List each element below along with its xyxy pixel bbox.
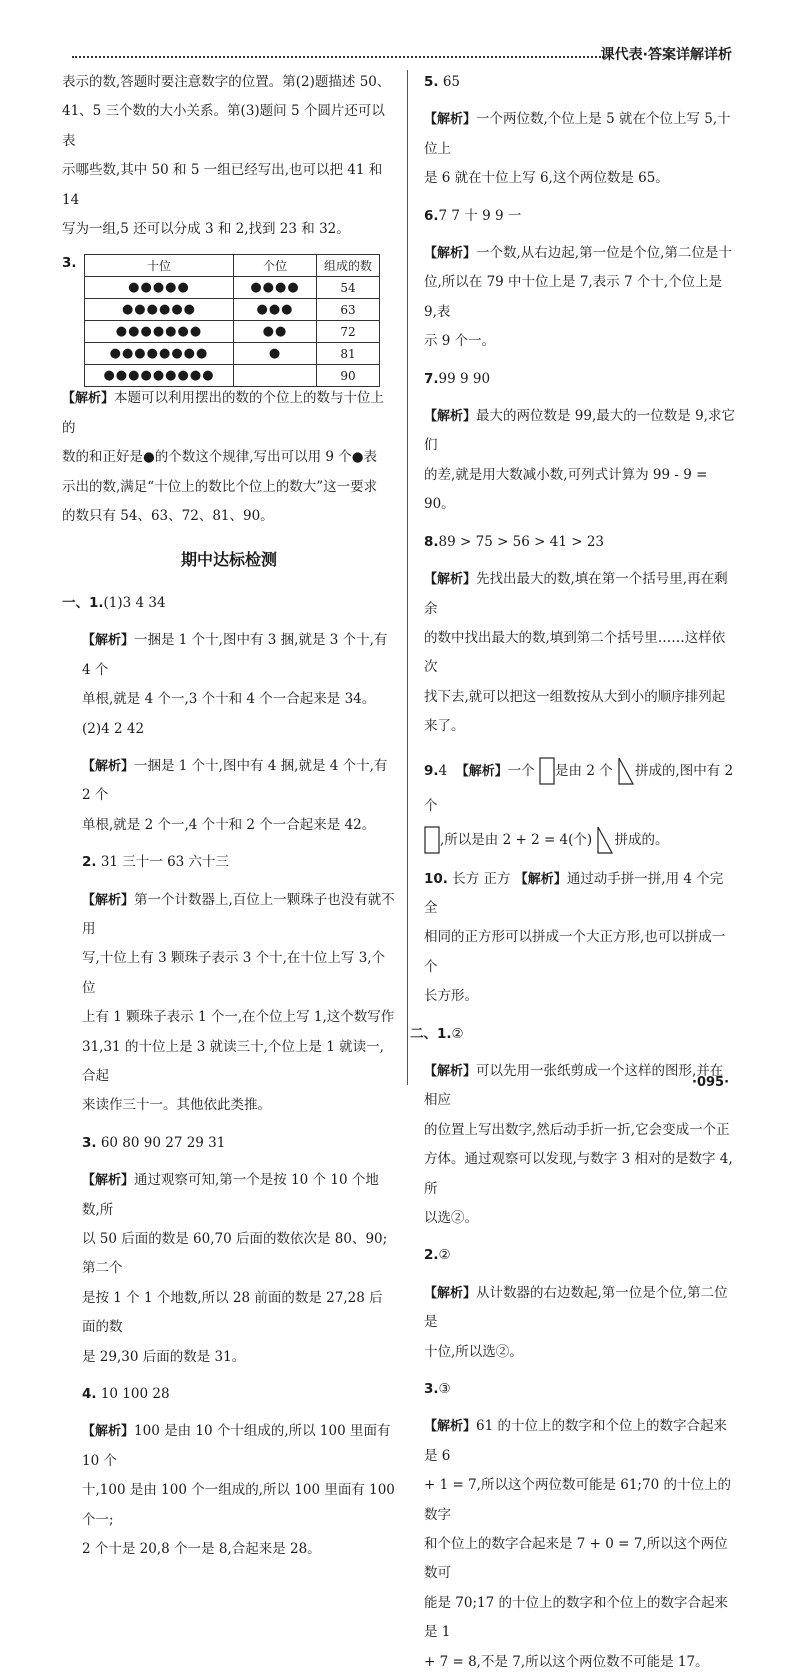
answer-number: 9. <box>424 762 439 779</box>
text-line: 61 的十位上的数字和个位上的数字合起来是 6 <box>424 1418 727 1464</box>
answer-number: 一、1. <box>62 594 104 611</box>
text-line: 的数只有 54、63、72、81、90。 <box>62 508 274 525</box>
answer-text: 4 <box>438 762 448 779</box>
text-line: 2 个十是 20,8 个一是 8,合起来是 28。 <box>82 1541 321 1558</box>
answer-text: ② <box>451 1025 464 1042</box>
q9-block <box>424 754 736 857</box>
answer-text: 60 80 90 27 29 31 <box>96 1134 226 1151</box>
answer-number: 二、1. <box>410 1025 452 1042</box>
intro-paragraph <box>62 68 396 244</box>
left-column <box>62 68 396 1564</box>
analysis-tag: 【解析】 <box>424 1419 477 1435</box>
page-header <box>72 44 732 66</box>
text-line: 表示的数,答题时要注意数字的位置。第(2)题描述 50、 <box>62 74 391 90</box>
text-line: 本题可以利用摆出的数的个位上的数与十位上的 <box>62 390 385 436</box>
answer-number: 2. <box>424 1247 439 1264</box>
text-line: 是 29,30 后面的数是 31。 <box>82 1348 246 1365</box>
text-line: 一捆是 1 个十,图中有 4 捆,就是 4 个十,有 2 个 <box>82 757 388 804</box>
answer-line <box>62 848 396 877</box>
analysis-tag: 【解析】 <box>82 633 135 649</box>
answer-number: 5. <box>424 74 439 90</box>
table-row <box>85 365 380 387</box>
text-line: + 7 = 8,不是 7,所以这个两位数不可能是 17。 <box>424 1653 709 1670</box>
text-line: 的位置上写出数字,然后动手折一折,它会变成一个正 <box>424 1121 730 1138</box>
composed-number: 54 <box>317 277 380 299</box>
text-line: 一捆是 1 个十,图中有 3 捆,就是 3 个十,有 4 个 <box>82 632 388 678</box>
answer-text: 89 > 75 > 56 > 41 > 23 <box>438 533 604 550</box>
text-fragment: 拼成的,图中有 2 个 <box>424 762 734 814</box>
text-line: 十,100 是由 100 个一组成的,所以 100 里面有 100 个一; <box>82 1482 395 1528</box>
text-line: 位,所以在 79 中十位上是 7,表示 7 个十,个位上是 9,表 <box>424 274 723 320</box>
composed-number: 72 <box>317 321 380 343</box>
answer-line <box>424 202 736 231</box>
text-line: 示出的数,满足“十位上的数比个位上的数大”这一要求 <box>62 478 378 495</box>
tens-dots: ●●●●●●●● <box>85 343 234 365</box>
text-line: 示 9 个一。 <box>424 333 496 350</box>
analysis-tag: 【解析】 <box>424 1285 477 1301</box>
answer-number: 8. <box>424 533 439 550</box>
answer-number: 7. <box>424 370 439 387</box>
answer-number: 4. <box>82 1386 97 1403</box>
text-line: 可以先用一张纸剪成一个这样的图形,并在相应 <box>424 1062 724 1109</box>
text-line: 方体。通过观察可以发现,与数字 3 相对的是数字 4,所 <box>424 1151 733 1197</box>
text-line: 是 6 就在十位上写 6,这个两位数是 65。 <box>424 170 669 187</box>
text-line: 单根,就是 2 个一,4 个十和 2 个一合起来是 42。 <box>82 816 376 833</box>
ones-dots: ● <box>234 343 317 365</box>
text-line: 一个两位数,个位上是 5 就在个位上写 5,十位上 <box>424 111 731 157</box>
analysis-block <box>62 626 396 714</box>
answer-line <box>62 589 396 618</box>
answer-line <box>62 715 396 744</box>
analysis-block <box>424 402 736 520</box>
text-fragment: 是由 2 个 <box>555 762 613 779</box>
text-line: 单根,就是 4 个一,3 个十和 4 个一合起来是 34。 <box>82 691 376 708</box>
answer-text: ③ <box>438 1381 451 1398</box>
text-line: 写为一组,5 还可以分成 3 和 2,找到 23 和 32。 <box>62 221 350 238</box>
text-line: 数的和正好是●的个数这个规律,写出可以用 9 个●表 <box>62 449 378 466</box>
place-value-table-block <box>62 254 396 383</box>
text-line: 来了。 <box>424 718 465 735</box>
text-line: 从计数器的右边数起,第一位是个位,第二位是 <box>424 1284 728 1331</box>
text-line: 以 50 后面的数是 60,70 后面的数依次是 80、90;第二个 <box>82 1231 388 1277</box>
answer-line <box>62 1129 396 1158</box>
tens-dots: ●●●●●●● <box>85 321 234 343</box>
analysis-block <box>424 1279 736 1367</box>
table-header-row <box>85 255 380 277</box>
text-line: 的数中找出最大的数,填到第二个括号里……这样依次 <box>424 629 726 676</box>
answer-line <box>410 1020 736 1049</box>
answer-line <box>424 1241 736 1270</box>
header-ones: 个位 <box>234 255 317 277</box>
q3-analysis <box>62 384 396 531</box>
table-row <box>85 343 380 365</box>
answer-text: 10 100 28 <box>96 1386 170 1403</box>
answer-number: 10. <box>424 870 448 887</box>
triangle-shape-icon <box>596 826 614 854</box>
answer-text: 99 9 90 <box>438 370 491 387</box>
analysis-tag: 【解析】 <box>82 1424 135 1440</box>
answer-line <box>424 365 736 394</box>
ones-dots: ●●● <box>234 299 317 321</box>
answer-text: 长方 正方 <box>447 870 515 887</box>
analysis-tag: 【解析】 <box>455 763 508 779</box>
text-line: 一个数,从右边起,第一位是个位,第二位是十 <box>476 245 732 262</box>
rectangle-shape-icon <box>539 757 555 785</box>
right-column <box>410 68 736 1677</box>
triangle-shape-icon <box>617 757 635 785</box>
text-line: 十位,所以选②。 <box>424 1343 523 1360</box>
analysis-tag: 【解析】 <box>62 391 115 407</box>
analysis-block <box>424 1412 736 1677</box>
answer-number: 6. <box>424 207 439 224</box>
text-line: + 1 = 7,所以这个两位数可能是 61;70 的十位上的数字 <box>424 1477 731 1523</box>
text-line: 的差,就是用大数减小数,可列式计算为 99 - 9 = 90。 <box>424 466 708 513</box>
text-line: 31,31 的十位上是 3 就读三十,个位上是 1 就读一,合起 <box>82 1038 384 1084</box>
text-line: 相同的正方形可以拼成一个大正方形,也可以拼成一个 <box>424 929 726 975</box>
left-answer-list <box>62 589 396 1565</box>
analysis-block <box>62 1417 396 1564</box>
text-line: 通过动手拼一拼,用 4 个完全 <box>424 870 724 916</box>
text-line: 最大的两位数是 99,最大的一位数是 9,求它们 <box>424 408 735 454</box>
place-value-table <box>84 254 380 387</box>
composed-number: 63 <box>317 299 380 321</box>
table-row <box>85 299 380 321</box>
analysis-tag: 【解析】 <box>514 871 567 887</box>
text-line: 41、5 三个数的大小关系。第(3)题问 5 个圆片还可以表 <box>62 103 385 149</box>
answer-text: 7 7 十 9 9 一 <box>438 207 522 224</box>
text-line: 上有 1 颗珠子表示 1 个一,在个位上写 1,这个数写作 <box>82 1009 395 1026</box>
analysis-block <box>424 105 736 193</box>
text-line: 先找出最大的数,填在第一个括号里,再在剩余 <box>424 571 728 617</box>
analysis-tag: 【解析】 <box>82 758 135 774</box>
header-dotted-rule <box>72 56 604 58</box>
tens-dots: ●●●●●●●●● <box>85 365 234 387</box>
text-line: 100 是由 10 个十组成的,所以 100 里面有 10 个 <box>82 1423 391 1469</box>
analysis-block <box>424 1057 736 1233</box>
answer-line <box>62 1380 396 1409</box>
question-number: 3. <box>62 255 77 272</box>
analysis-block <box>62 752 396 840</box>
header-tens: 十位 <box>85 255 234 277</box>
analysis-tag: 【解析】 <box>424 246 477 262</box>
text-line: 找下去,就可以把这一组数按从大到小的顺序排列起 <box>424 688 726 705</box>
text-line: 长方形。 <box>424 988 478 1005</box>
analysis-block <box>62 1166 396 1372</box>
text-line: 写,十位上有 3 颗珠子表示 3 个十,在十位上写 3,个位 <box>82 950 386 996</box>
analysis-block <box>62 886 396 1121</box>
answer-number: 2. <box>82 854 97 871</box>
text-line: 是按 1 个 1 个地数,所以 28 前面的数是 27,28 后面的数 <box>82 1289 383 1336</box>
rectangle-shape-icon <box>424 826 440 854</box>
analysis-tag: 【解析】 <box>82 1173 135 1189</box>
text-line: 和个位上的数字合起来是 7 + 0 = 7,所以这个两位数可 <box>424 1536 728 1582</box>
composed-number: 90 <box>317 365 380 387</box>
section-title: 期中达标检测 <box>180 550 277 570</box>
answer-number: 3. <box>82 1134 97 1151</box>
answer-number: 3. <box>424 1381 439 1398</box>
tens-dots: ●●●●● <box>85 277 234 299</box>
text-line: 能是 70;17 的十位上的数字和个位上的数字合起来是 1 <box>424 1594 728 1641</box>
text-fragment: 拼成的。 <box>614 831 669 848</box>
ones-dots <box>234 365 317 387</box>
answer-text: ② <box>438 1247 451 1264</box>
column-divider <box>407 70 408 1085</box>
text-line: 第一个计数器上,百位上一颗珠子也没有就不用 <box>82 891 395 937</box>
answer-text: (2)4 2 42 <box>82 720 145 737</box>
analysis-tag: 【解析】 <box>424 112 477 128</box>
text-line: 以选②。 <box>424 1210 478 1226</box>
table-row <box>85 277 380 299</box>
ones-dots: ●●●● <box>234 277 317 299</box>
analysis-tag: 【解析】 <box>424 409 477 425</box>
text-fragment: 一个 <box>507 762 535 779</box>
answer-line <box>424 68 736 97</box>
text-line: 示哪些数,其中 50 和 5 一组已经写出,也可以把 41 和 14 <box>62 162 383 208</box>
page-number: ·095· <box>692 1075 730 1090</box>
answer-text: 31 三十一 63 六十三 <box>96 854 230 871</box>
q10-block <box>424 865 736 1012</box>
answer-line <box>424 1375 736 1404</box>
composed-number: 81 <box>317 343 380 365</box>
ones-dots: ●● <box>234 321 317 343</box>
analysis-tag: 【解析】 <box>424 1063 477 1079</box>
analysis-tag: 【解析】 <box>424 572 477 588</box>
answer-text: 65 <box>438 74 461 90</box>
header-title: 课代表·答案详解详析 <box>600 47 732 63</box>
analysis-block <box>424 565 736 741</box>
analysis-tag: 【解析】 <box>82 892 135 908</box>
text-fragment: ,所以是由 2 + 2 = 4(个) <box>440 831 593 848</box>
header-number: 组成的数 <box>317 255 380 277</box>
table-row <box>85 321 380 343</box>
analysis-block <box>424 239 736 357</box>
text-line: 来读作三十一。其他依此类推。 <box>82 1097 271 1114</box>
answer-line <box>424 528 736 557</box>
answer-text: (1)3 4 34 <box>103 594 166 611</box>
tens-dots: ●●●●●● <box>85 299 234 321</box>
text-line: 通过观察可知,第一个是按 10 个 10 个地数,所 <box>82 1172 379 1218</box>
